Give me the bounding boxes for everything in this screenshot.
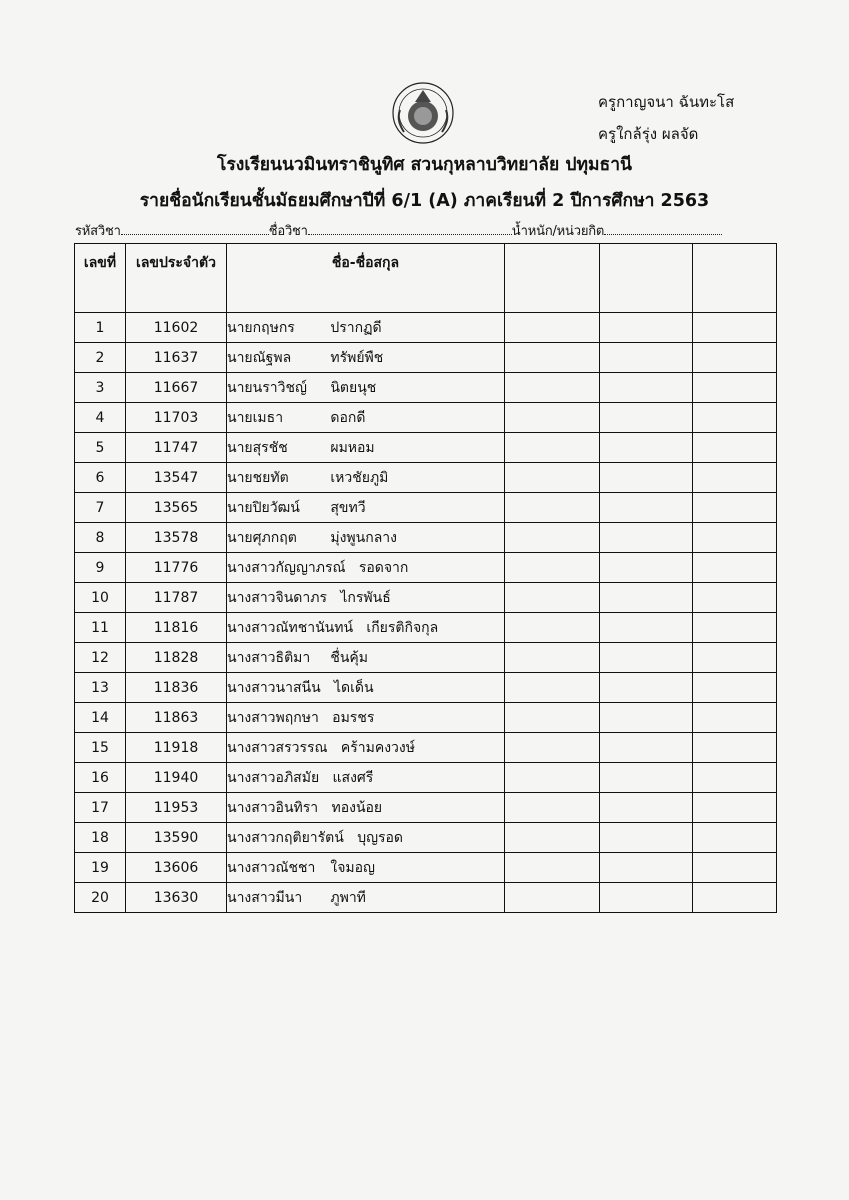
weight-blank [604, 223, 722, 235]
student-name [227, 613, 505, 643]
student-name [227, 883, 505, 913]
student-name [227, 823, 505, 853]
blank-score-cell [505, 853, 600, 883]
table-row [75, 733, 777, 763]
blank-score-cell [600, 313, 693, 343]
student-id: 11747 [126, 433, 227, 463]
student-name [227, 403, 505, 433]
blank-score-cell [600, 823, 693, 853]
student-first-name: นายเมธา [227, 409, 284, 426]
blank-score-cell [693, 433, 777, 463]
student-last-name: ทรัพย์พืช [330, 349, 384, 366]
blank-score-cell [505, 793, 600, 823]
table-body [75, 313, 777, 913]
subject-name-blank [308, 223, 512, 235]
student-first-name: นางสาวนาสนีน [227, 679, 321, 696]
blank-score-cell [505, 613, 600, 643]
blank-score-cell [600, 793, 693, 823]
student-first-name: นายชยทัต [227, 469, 289, 486]
row-number: 8 [75, 523, 126, 553]
row-number: 13 [75, 673, 126, 703]
student-id: 11828 [126, 643, 227, 673]
student-last-name: ปรากฏดี [330, 319, 382, 336]
student-first-name: นางสาวณัชชา [227, 859, 316, 876]
blank-score-cell [505, 763, 600, 793]
blank-score-cell [505, 883, 600, 913]
blank-score-cell [505, 313, 600, 343]
table-row [75, 763, 777, 793]
table-row [75, 343, 777, 373]
student-name [227, 853, 505, 883]
student-last-name: ผมหอม [330, 439, 375, 456]
school-emblem-icon [386, 80, 460, 146]
blank-score-cell [505, 643, 600, 673]
blank-score-cell [505, 433, 600, 463]
student-id: 11940 [126, 763, 227, 793]
blank-score-cell [505, 583, 600, 613]
student-id: 13565 [126, 493, 227, 523]
student-first-name: นายสุรชัช [227, 439, 288, 456]
blank-score-cell [693, 403, 777, 433]
row-number: 7 [75, 493, 126, 523]
student-first-name: นางสาวพฤกษา [227, 709, 319, 726]
row-number: 9 [75, 553, 126, 583]
student-first-name: นายณัฐพล [227, 349, 292, 366]
student-last-name: รอดจาก [358, 559, 409, 576]
table-header-row [75, 244, 777, 313]
student-name [227, 553, 505, 583]
subject-fields [75, 220, 745, 241]
table-row [75, 313, 777, 343]
student-first-name: นางสาวอินทิรา [227, 799, 319, 816]
row-number: 20 [75, 883, 126, 913]
blank-score-cell [693, 763, 777, 793]
row-number: 18 [75, 823, 126, 853]
header-blank [693, 244, 777, 313]
header-number: เลขที่ [75, 244, 126, 313]
student-last-name: เหวชัยภูมิ [330, 469, 389, 486]
row-number: 12 [75, 643, 126, 673]
blank-score-cell [600, 883, 693, 913]
blank-score-cell [505, 823, 600, 853]
student-last-name: อมรชร [332, 709, 375, 726]
blank-score-cell [693, 553, 777, 583]
blank-score-cell [505, 343, 600, 373]
blank-score-cell [505, 673, 600, 703]
student-first-name: นางสาวอภิสมัย [227, 769, 320, 786]
header-full-name: ชื่อ-ชื่อสกุล [227, 244, 505, 313]
row-number: 4 [75, 403, 126, 433]
student-name [227, 463, 505, 493]
header-student-id: เลขประจำตัว [126, 244, 227, 313]
table-row [75, 553, 777, 583]
student-name [227, 313, 505, 343]
table-row [75, 853, 777, 883]
student-name [227, 343, 505, 373]
student-id: 11667 [126, 373, 227, 403]
student-last-name: เกียรติกิจกุล [366, 619, 439, 636]
student-name [227, 733, 505, 763]
blank-score-cell [693, 343, 777, 373]
blank-score-cell [693, 733, 777, 763]
student-first-name: นางสาวจินดาภร [227, 589, 328, 606]
row-number: 14 [75, 703, 126, 733]
student-last-name: ทองน้อย [331, 799, 383, 816]
blank-score-cell [693, 313, 777, 343]
table-row [75, 793, 777, 823]
student-first-name: นายกฤษกร [227, 319, 295, 336]
blank-score-cell [600, 433, 693, 463]
row-number: 1 [75, 313, 126, 343]
blank-score-cell [600, 673, 693, 703]
blank-score-cell [693, 853, 777, 883]
table-row [75, 583, 777, 613]
student-last-name: บุญรอด [357, 829, 404, 846]
blank-score-cell [505, 733, 600, 763]
teacher-name: ครูกาญจนา ฉันทะโส [598, 93, 735, 111]
table-row [75, 463, 777, 493]
blank-score-cell [693, 823, 777, 853]
table-row [75, 883, 777, 913]
student-first-name: นางสาวมีนา [227, 889, 303, 906]
table-row [75, 673, 777, 703]
blank-score-cell [600, 403, 693, 433]
teacher-names [598, 86, 734, 150]
student-last-name: ไดเด็น [334, 679, 374, 696]
student-id: 13547 [126, 463, 227, 493]
row-number: 15 [75, 733, 126, 763]
list-title: รายชื่อนักเรียนชั้นมัธยมศึกษาปีที่ 6/1 (A) ภาคเรียนที่ 2 ปีการศึกษา 2563 [139, 191, 710, 211]
student-id: 11637 [126, 343, 227, 373]
row-number: 6 [75, 463, 126, 493]
blank-score-cell [693, 703, 777, 733]
student-last-name: ชื่นคุ้ม [330, 649, 369, 666]
blank-score-cell [600, 343, 693, 373]
student-id: 11602 [126, 313, 227, 343]
blank-score-cell [693, 523, 777, 553]
student-id: 13630 [126, 883, 227, 913]
student-name [227, 703, 505, 733]
blank-score-cell [693, 463, 777, 493]
blank-score-cell [505, 463, 600, 493]
student-id: 11953 [126, 793, 227, 823]
row-number: 2 [75, 343, 126, 373]
student-id: 11918 [126, 733, 227, 763]
student-name [227, 433, 505, 463]
student-first-name: นายปิยวัฒน์ [227, 499, 300, 516]
blank-score-cell [693, 643, 777, 673]
header-blank [600, 244, 693, 313]
student-name [227, 793, 505, 823]
blank-score-cell [505, 523, 600, 553]
blank-score-cell [505, 403, 600, 433]
student-id: 11836 [126, 673, 227, 703]
blank-score-cell [600, 613, 693, 643]
student-name [227, 493, 505, 523]
table-row [75, 493, 777, 523]
blank-score-cell [600, 763, 693, 793]
row-number: 5 [75, 433, 126, 463]
student-last-name: สุขทวี [330, 499, 366, 516]
header-blank [505, 244, 600, 313]
table-row [75, 523, 777, 553]
teacher-name: ครูใกล้รุ่ง ผลจัด [598, 125, 699, 143]
student-last-name: ดอกดี [330, 409, 366, 426]
student-id: 13578 [126, 523, 227, 553]
student-name [227, 523, 505, 553]
blank-score-cell [505, 493, 600, 523]
student-id: 11787 [126, 583, 227, 613]
student-id: 13606 [126, 853, 227, 883]
student-id: 13590 [126, 823, 227, 853]
student-table [74, 243, 777, 913]
student-first-name: นางสาวธิติมา [227, 649, 311, 666]
row-number: 11 [75, 613, 126, 643]
student-id: 11776 [126, 553, 227, 583]
table-row [75, 433, 777, 463]
row-number: 10 [75, 583, 126, 613]
student-name [227, 673, 505, 703]
row-number: 17 [75, 793, 126, 823]
student-first-name: นายศุภกฤต [227, 529, 297, 546]
blank-score-cell [600, 853, 693, 883]
row-number: 3 [75, 373, 126, 403]
blank-score-cell [505, 373, 600, 403]
student-name [227, 643, 505, 673]
table-row [75, 403, 777, 433]
subject-code-label: รหัสวิชา [75, 224, 121, 239]
blank-score-cell [693, 613, 777, 643]
student-first-name: นางสาวสรวรรณ [227, 739, 328, 756]
student-id: 11816 [126, 613, 227, 643]
student-id: 11703 [126, 403, 227, 433]
student-name [227, 763, 505, 793]
student-name [227, 373, 505, 403]
student-first-name: นางสาวกฤติยารัตน์ [227, 829, 344, 846]
row-number: 19 [75, 853, 126, 883]
blank-score-cell [693, 583, 777, 613]
student-last-name: มุ่งพูนกลาง [330, 529, 397, 546]
subject-code-blank [121, 223, 269, 235]
blank-score-cell [600, 643, 693, 673]
blank-score-cell [600, 523, 693, 553]
student-last-name: คร้ามคงวงษ์ [340, 739, 415, 756]
student-id: 11863 [126, 703, 227, 733]
blank-score-cell [600, 463, 693, 493]
blank-score-cell [600, 373, 693, 403]
table-row [75, 613, 777, 643]
student-last-name: ใจมอญ [330, 859, 375, 876]
student-name [227, 583, 505, 613]
student-last-name: นิตยนุช [330, 379, 377, 396]
blank-score-cell [693, 793, 777, 823]
blank-score-cell [600, 733, 693, 763]
row-number: 16 [75, 763, 126, 793]
blank-score-cell [600, 553, 693, 583]
subject-name-label: ชื่อวิชา [268, 224, 308, 239]
blank-score-cell [693, 883, 777, 913]
blank-score-cell [600, 703, 693, 733]
blank-score-cell [505, 703, 600, 733]
blank-score-cell [693, 673, 777, 703]
table-row [75, 703, 777, 733]
student-first-name: นายนราวิชญ์ [227, 379, 307, 396]
student-first-name: นางสาวกัญญาภรณ์ [227, 559, 346, 576]
student-last-name: แสงศรี [332, 769, 374, 786]
table-row [75, 373, 777, 403]
blank-score-cell [505, 553, 600, 583]
school-title: โรงเรียนนวมินทราชินูทิศ สวนกุหลาบวิทยาลัย ปทุมธานี [217, 155, 632, 175]
table-row [75, 643, 777, 673]
student-last-name: ไกรพันธ์ [340, 589, 391, 606]
blank-score-cell [600, 493, 693, 523]
student-first-name: นางสาวณัทชานันทน์ [227, 619, 354, 636]
blank-score-cell [693, 493, 777, 523]
student-last-name: ภูพาที [330, 889, 366, 906]
weight-label: น้ำหนัก/หน่วยกิต [511, 224, 605, 239]
blank-score-cell [600, 583, 693, 613]
table-row [75, 823, 777, 853]
blank-score-cell [693, 373, 777, 403]
